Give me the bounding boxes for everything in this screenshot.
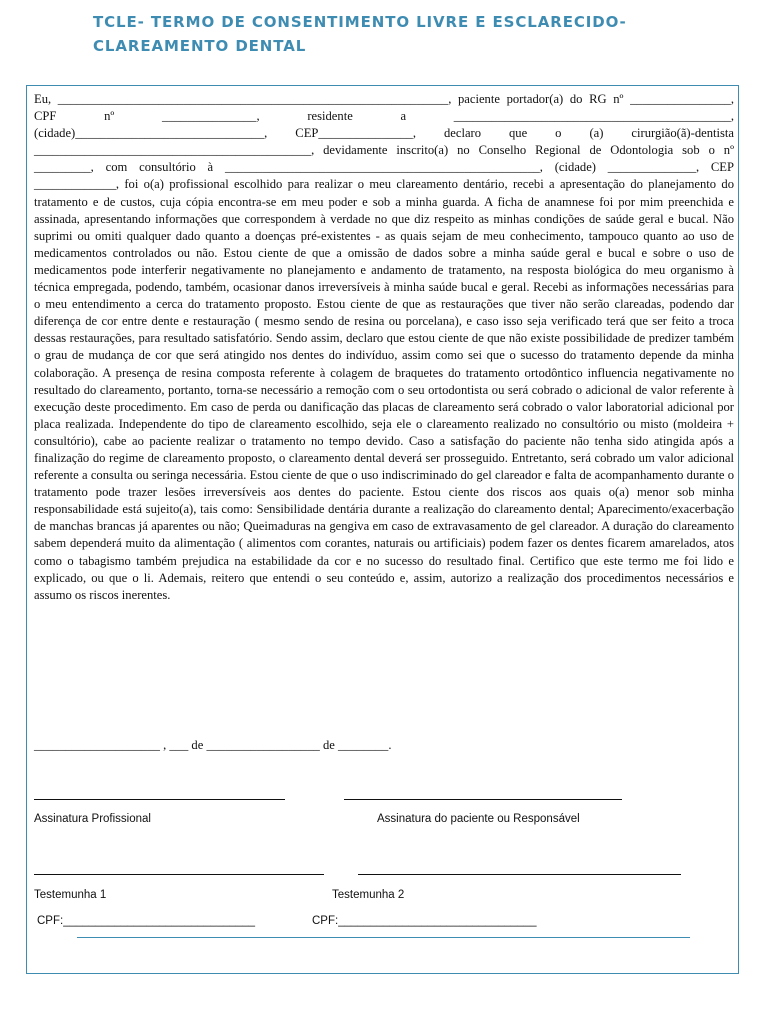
footer-divider xyxy=(77,937,690,938)
document-title xyxy=(93,10,733,58)
patient-signature-label: Assinatura do paciente ou Responsável xyxy=(377,813,580,825)
professional-signature-line[interactable] xyxy=(34,799,285,800)
witness-2-label: Testemunha 2 xyxy=(332,889,405,901)
witness-1-signature-line[interactable] xyxy=(34,874,324,875)
witness-1-label: Testemunha 1 xyxy=(34,889,107,901)
date-line[interactable]: ____________________ , ___ de __________________ de ________. xyxy=(34,738,392,752)
professional-signature-label: Assinatura Profissional xyxy=(34,813,151,825)
witness-2-signature-line[interactable] xyxy=(358,874,681,875)
title-line-1: TCLE- TERMO DE CONSENTIMENTO LIVRE E ESCLARECIDO- xyxy=(93,13,627,31)
title-line-2: CLAREAMENTO DENTAL xyxy=(93,37,307,55)
witness-2-cpf-field[interactable]: CPF:_______________________________ xyxy=(312,915,537,927)
consent-text: Eu, ______________________________________________________________, paciente portador(a) do RG nº ________________, CPF nº _______________, residente a ____________________________________________, (cidade)______________________________, CEP_______________, declaro que o (a) cirurgião(ã)-dentista ____________________________________________, devidamente inscrito(a) no Conselho Regional de Odontologia sob o nº _________, com consultório à __________________________________________________, (cidade) ______________, CEP _____________, foi o(a) profissional escolhido para realizar o meu clareamento dentário, recebi a apresentação do planejamento do tratamento e de custos, cuja cópia encontra-se em meu poder e sob a minha guarda. A ficha de anamnese foi por mim preenchida e assinada, apresentando informações que correspondem à verdade no que diz respeito as minhas condições de saúde geral e bucal. Não suprimi ou omiti qualquer dado quanto a doenças pré-existentes - as quais sejam de meu conhecimento, tampouco quanto ao uso de medicamentos controlados ou não. Estou ciente de que a omissão de dados sobre a minha saúde geral e bucal e sobre o uso de medicamentos pode interferir negativamente no planejamento e andamento de tratamento, na resposta biológica do meu organismo à técnica empregada, podendo, também, ocasionar danos irreversíveis à minha saúde bucal e geral. Recebi as informações necessárias para o meu entendimento a cerca do tratamento proposto. Estou ciente de que as restaurações que tiver não serão clareadas, podendo dar diferença de cor entre dente e restauração ( mesmo sendo de resina ou porcelana), e caso isso seja verificado terá que ser feito a troca dessas restaurações, para resultado satisfatório. Sendo assim, declaro que estou ciente de que não existe possibilidade de predizer também o grau de mudança de cor que será atingido nos dentes do indivíduo, assim como sei que o sucesso do tratamento depende da minha colaboração. A presença de resina composta referente à colagem de braquetes do tratamento ortodôntico influencia negativamente no resultado do clareamento, portanto, torna-se necessário a remoção com o seu ortodontista ou será cobrado o adicional de valor referente à execução deste procedimento. Em caso de perda ou danificação das placas de clareamento será cobrado o valor laboratorial adicional por placa realizada. Independente do tipo de clareamento escolhido, seja ele o clareamento realizado no consultório ou misto (moldeira + consultório), cabe ao paciente realizar o tratamento no tempo devido. Caso a satisfação do paciente não tenha sido atingida após a finalização do regime de clareamento proposto, o clareamento dental deverá ser prosseguido. Entretanto, será cobrado um valor adicional referente a consulta ou seringa necessária. Estou ciente de que o uso indiscriminado do gel clareador e falta de acompanhamento durante o tratamento pode trazer lesões irreversíveis aos dentes do paciente. Estou ciente dos riscos aos quais o(a) menor sob minha responsabilidade está sujeito(a), tais como: Sensibilidade dentária durante a realização do clareamento dental; Aparecimento/exacerbação de manchas brancas já aparentes ou não; Queimaduras na gengiva em caso de extravasamento de gel clareador. A duração do clareamento sabem dependerá muito da alimentação ( alimentos com corantes, naturais ou artificiais) podem fazer os dentes ficarem amarelados, atos como o tabagismo também prejudica na estabilidade da cor e no sucesso do resultado final. Certifico que este termo me foi lido e explicado, ou que o li. Ademais, reitero que entendi o seu conteúdo e, assim, autorizo a realização dos procedimentos necessários e assumo os riscos inerentes. xyxy=(34,92,734,602)
patient-signature-line[interactable] xyxy=(344,799,622,800)
witness-1-cpf-field[interactable]: CPF:______________________________ xyxy=(37,915,256,927)
